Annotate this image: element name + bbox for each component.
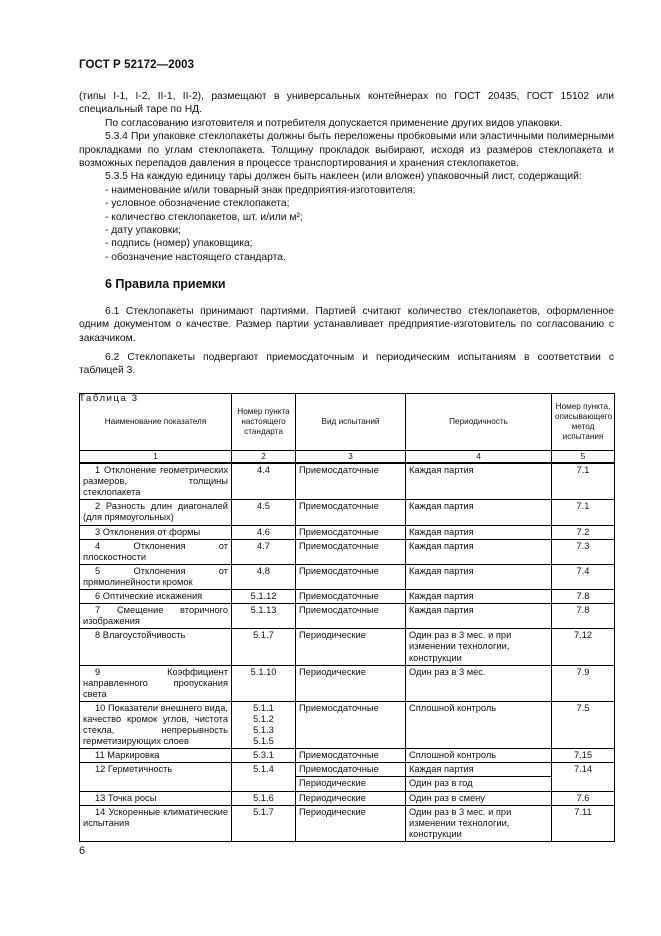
cell-method: 7.5 [552,701,615,748]
list-item: - дату упаковки; [105,225,182,237]
column-header: Наименование показателя [80,394,232,451]
cell-periodicity: Каждая партия [406,539,552,564]
cell-test-type: Приемосдаточные [296,701,406,748]
cell-name: 4 Отклонения от плоскостности [80,539,232,564]
cell-periodicity: Один раз в 3 мес. [406,665,552,701]
cell-method: 7.1 [552,463,615,500]
cell-test-type: Приемосдаточные [296,525,406,539]
cell-method: 7.12 [552,629,615,665]
cell-name: 12 Герметичность [80,763,232,791]
cell-clause: 5.1.10 [232,665,296,701]
cell-periodicity: Сплошной контроль [406,701,552,748]
cell-clause: 4.7 [232,539,296,564]
cell-periodicity: Каждая партия [406,463,552,500]
table-row [80,539,615,564]
column-header: Номер пункта, описывающего метод испытания [552,394,615,451]
column-number: 5 [552,451,615,464]
cell-method: 7.1 [552,500,615,525]
cell-clause: 4.5 [232,500,296,525]
table-row [80,749,615,763]
cell-clause: 5.1.4 [232,763,296,791]
cell-periodicity: Каждая партия [406,604,552,629]
cell-clause: 5.1.7 [232,805,296,841]
column-header: Вид испытаний [296,394,406,451]
cell-method: 7.8 [552,590,615,604]
cell-clause: 5.1.12 [232,590,296,604]
table-row [80,665,615,701]
column-number: 4 [406,451,552,464]
body-text [79,90,614,411]
cell-method: 7.14 [552,763,615,791]
list-item: - условное обозначение стеклопакета; [105,198,290,210]
cell-clause: 5.1.7 [232,629,296,665]
list-item: - наименование и/или товарный знак предприятия-изготовителя; [105,184,416,196]
table-row [80,791,615,805]
cell-method: 7.4 [552,564,615,589]
cell-periodicity: Один раз в 3 мес. и при изменении технологии, конструкции [406,805,552,841]
cell-periodicity: Один раз в год [406,777,552,791]
cell-name: 8 Влагоустойчивость [80,629,232,665]
cell-periodicity: Один раз в смену [406,791,552,805]
cell-test-type: Приемосдаточные [296,604,406,629]
cell-name: 1 Отклонение геометрических размеров, толщины стеклопакета [80,463,232,500]
table-row [80,500,615,525]
cell-test-type: Приемосдаточные [296,539,406,564]
cell-clause: 5.1.6 [232,791,296,805]
section-title: 6 Правила приемки [105,277,226,292]
table-caption: Таблица 3 [79,392,139,404]
paragraph-agreement: По согласованию изготовителя и потребителя допускается применение других видов упаковки. [105,117,563,129]
cell-name: 2 Разность длин диагоналей (для прямоугольных) [80,500,232,525]
table-row [80,525,615,539]
table-3 [79,393,615,842]
cell-periodicity: Каждая партия [406,590,552,604]
cell-test-type: Приемосдаточные [296,564,406,589]
cell-name: 10 Показатели внешнего вида, качество кромок углов, чистота стекла, непрерывность герметизирующих слоев [80,701,232,748]
cell-name: 9 Коэффициент направленного пропускания света [80,665,232,701]
cell-clause: 5.1.13 [232,604,296,629]
cell-test-type: Периодические [296,805,406,841]
cell-name: 14 Ускоренные климатические испытания [80,805,232,841]
cell-test-type: Периодические [296,665,406,701]
cell-test-type: Приемосдаточные [296,763,406,777]
cell-name: 11 Маркировка [80,749,232,763]
column-number: 2 [232,451,296,464]
cell-clause: 4.6 [232,525,296,539]
cell-periodicity: Один раз в 3 мес. и при изменении технологии, конструкции [406,629,552,665]
cell-test-type: Приемосдаточные [296,590,406,604]
cell-method: 7.9 [552,665,615,701]
cell-clause: 5.1.1 5.1.2 5.1.3 5.1.5 [232,701,296,748]
cell-test-type: Приемосдаточные [296,749,406,763]
paragraph-6-2: 6.2 Стеклопакеты подвергают приемосдаточным и периодическим испытаниям в соответствии с таблицей 3. [79,351,614,377]
column-number-row [80,451,615,464]
list-item: - количество стеклопакетов, шт. и/или м²; [105,211,303,223]
cell-test-type: Периодические [296,629,406,665]
list-item: - подпись (номер) упаковщика; [105,238,253,250]
table-row [80,564,615,589]
cell-method: 7.2 [552,525,615,539]
table-row [80,590,615,604]
column-header: Номер пункта настоящего стандарта [232,394,296,451]
cell-method: 7.3 [552,539,615,564]
cell-test-type: Приемосдаточные [296,500,406,525]
cell-name: 3 Отклонения от формы [80,525,232,539]
document-header: ГОСТ Р 52172—2003 [79,59,195,71]
column-number: 3 [296,451,406,464]
table-row [80,805,615,841]
cell-clause: 5.3.1 [232,749,296,763]
paragraph-packaging-types: (типы I-1, I-2, II-1, II-2), размещают в универсальных контейнерах по ГОСТ 20435, ГОСТ 15102 или специальный таре по НД. [79,91,614,116]
list-item: - обозначение настоящего стандарта. [105,251,286,263]
cell-clause: 4.4 [232,463,296,500]
cell-method: 7.11 [552,805,615,841]
table-body [80,463,615,841]
table-row [80,701,615,748]
cell-method: 7.8 [552,604,615,629]
cell-clause: 4.8 [232,564,296,589]
cell-periodicity: Сплошной контроль [406,749,552,763]
cell-method: 7.15 [552,749,615,763]
cell-periodicity: Каждая партия [406,763,552,777]
paragraph-5-3-5: 5.3.5 На каждую единицу тары должен быть наклеен (или вложен) упаковочный лист, содержащий: [105,171,582,183]
cell-name: 6 Оптические искажения [80,590,232,604]
cell-periodicity: Каждая партия [406,525,552,539]
cell-periodicity: Каждая партия [406,564,552,589]
cell-name: 13 Точка росы [80,791,232,805]
cell-method: 7.6 [552,791,615,805]
table-row [80,604,615,629]
cell-name: 5 Отклонения от прямолинейности кромок [80,564,232,589]
table-row [80,463,615,500]
column-number: 1 [80,451,232,464]
table-row [80,763,615,777]
cell-test-type: Приемосдаточные [296,463,406,500]
page-number: 6 [79,845,86,857]
cell-test-type: Периодические [296,791,406,805]
table-row [80,629,615,665]
column-header: Периодичность [406,394,552,451]
cell-periodicity: Каждая партия [406,500,552,525]
paragraph-5-3-4: 5.3.4 При упаковке стеклопакеты должны быть переложены пробковыми или эластичными полимерными прокладками по углам стеклопакета. Толщину прокладок выбирают, исходя из размеров стеклопакета и возможных перепадов давления в процессе транспортирования и хранения стеклопакетов. [79,131,614,170]
cell-name: 7 Смещение вторичного изображения [80,604,232,629]
paragraph-6-1: 6.1 Стеклопакеты принимают партиями. Партией считают количество стеклопакетов, оформленное одним документом о качестве. Размер партии устанавливает предприятие-изготовитель по согласованию с заказчиком. [79,305,614,344]
cell-test-type: Периодические [296,777,406,791]
